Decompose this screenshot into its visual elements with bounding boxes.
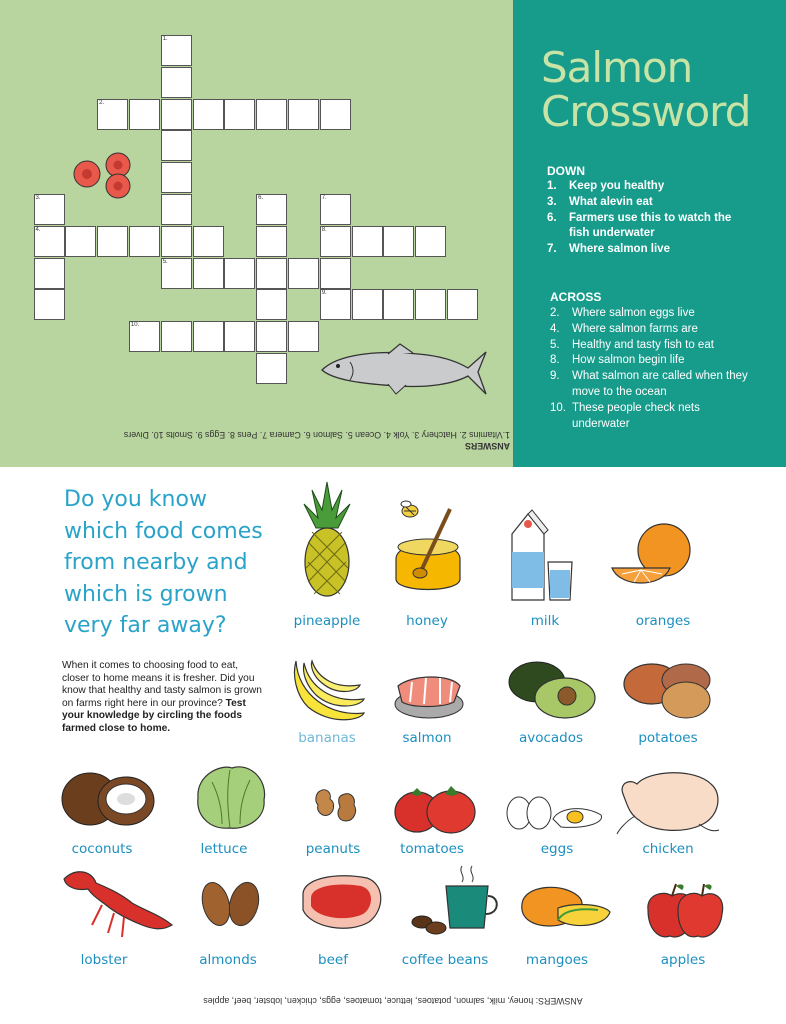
label-pineapple: pineapple xyxy=(293,613,361,629)
clue-text: These people check nets underwater xyxy=(572,401,700,430)
peanuts-icon[interactable] xyxy=(312,785,362,829)
label-oranges: oranges xyxy=(635,613,691,629)
label-milk: milk xyxy=(530,613,560,629)
question-line: very far away? xyxy=(64,613,227,638)
label-apples: apples xyxy=(660,952,706,968)
clue-item xyxy=(550,353,750,369)
label-coconuts: coconuts xyxy=(71,841,133,857)
crossword-cell[interactable] xyxy=(34,258,65,289)
oranges-icon[interactable] xyxy=(610,522,702,594)
clue-text: Where salmon farms are xyxy=(572,322,698,335)
clue-text: Where salmon eggs live xyxy=(572,307,695,319)
clue-number-label: 2. xyxy=(99,99,105,106)
clue-item xyxy=(547,195,747,211)
crossword-cell[interactable] xyxy=(193,321,224,352)
pineapple-icon[interactable] xyxy=(300,480,355,598)
clue-number: 1. xyxy=(547,180,557,192)
label-salmon: salmon xyxy=(402,730,452,746)
clue-number: 2. xyxy=(550,307,560,319)
clue-number: 10. xyxy=(550,401,566,414)
bananas-icon[interactable] xyxy=(290,655,368,725)
salmon-eggs-icon xyxy=(68,150,138,202)
clue-number: 8. xyxy=(550,354,560,367)
label-lettuce: lettuce xyxy=(200,841,248,857)
clue-number-label: 5. xyxy=(162,258,168,265)
apples-icon[interactable] xyxy=(642,880,724,940)
intro-instruction: Test your knowledge by circling the foods farmed close to home. xyxy=(62,697,246,734)
label-potatoes: potatoes xyxy=(638,730,698,746)
clue-text: What salmon are called when they move to the ocean xyxy=(572,370,748,398)
clue-item xyxy=(550,306,750,322)
clue-number-label: 9. xyxy=(321,290,327,297)
label-coffee-beans: coffee beans xyxy=(401,952,489,968)
clue-number-label: 6. xyxy=(258,195,264,201)
potatoes-icon[interactable] xyxy=(622,660,714,722)
crossword-cell[interactable] xyxy=(320,99,351,130)
quiz-question xyxy=(64,484,263,642)
down-heading: DOWN xyxy=(547,164,585,178)
crossword-cell[interactable] xyxy=(288,99,319,130)
crossword-cell[interactable] xyxy=(224,99,255,130)
label-avocados: avocados xyxy=(518,730,584,746)
answers-heading: ANSWERS xyxy=(465,441,510,451)
crossword-cell[interactable] xyxy=(161,226,192,257)
salmon-fillet-icon[interactable] xyxy=(392,672,466,722)
label-bananas: bananas xyxy=(298,730,356,746)
intro-text: When it comes to choosing food to eat, closer to home means it is fresher. Did you know that healthy and tasty salmon is grown on farms right here in our province? xyxy=(62,660,262,709)
question-line: which is grown xyxy=(64,581,228,607)
crossword-cell[interactable] xyxy=(97,226,128,257)
crossword-cell[interactable] xyxy=(383,226,414,257)
crossword-section xyxy=(0,0,786,467)
page-title: Salmon Crossword xyxy=(541,43,751,136)
crossword-cell[interactable] xyxy=(129,226,160,257)
label-almonds: almonds xyxy=(199,952,257,968)
clue-number: 9. xyxy=(550,370,560,383)
clue-item xyxy=(550,322,750,338)
crossword-cell[interactable] xyxy=(224,321,255,352)
avocados-icon[interactable] xyxy=(505,658,597,724)
crossword-cell[interactable] xyxy=(447,289,478,320)
crossword-cell[interactable] xyxy=(34,289,65,320)
clue-text: Where salmon live xyxy=(569,243,670,256)
label-chicken: chicken xyxy=(642,841,694,857)
down-clues xyxy=(547,179,747,258)
clue-number-label: 1. xyxy=(162,36,168,42)
crossword-cell[interactable] xyxy=(320,258,351,289)
clue-item xyxy=(547,179,747,195)
crossword-cell[interactable] xyxy=(288,321,319,352)
clue-number-label: 4. xyxy=(35,226,41,233)
question-line: which food comes xyxy=(64,518,263,544)
clue-number: 7. xyxy=(547,243,557,256)
crossword-answers xyxy=(40,429,510,451)
crossword-cell[interactable] xyxy=(256,353,287,384)
label-peanuts: peanuts xyxy=(305,841,361,857)
clue-item xyxy=(550,401,750,433)
honey-icon[interactable] xyxy=(390,497,468,597)
clue-text: What alevin eat xyxy=(569,195,653,208)
clue-text: Healthy and tasty fish to eat xyxy=(572,338,714,351)
beef-icon[interactable] xyxy=(297,870,385,934)
clue-text: Keep you healthy xyxy=(569,180,665,192)
label-mangoes: mangoes xyxy=(525,952,589,968)
coconuts-icon[interactable] xyxy=(60,765,156,829)
crossword-cell[interactable] xyxy=(224,258,255,289)
crossword-cell[interactable] xyxy=(161,99,192,130)
crossword-cell[interactable] xyxy=(193,99,224,130)
crossword-cell[interactable] xyxy=(161,321,192,352)
clue-number-label: 7. xyxy=(321,195,327,201)
clue-text: Farmers use this to watch the fish underwater xyxy=(569,211,732,240)
across-clues xyxy=(550,306,750,432)
crossword-cell[interactable] xyxy=(161,130,192,161)
label-tomatoes: tomatoes xyxy=(400,841,464,857)
tomatoes-icon[interactable] xyxy=(393,782,479,834)
clue-number: 6. xyxy=(547,211,557,224)
salmon-fish-icon xyxy=(318,340,490,400)
mangoes-icon[interactable] xyxy=(518,880,612,932)
label-honey: honey xyxy=(406,613,448,629)
crossword-cell[interactable] xyxy=(256,226,287,257)
milk-icon[interactable] xyxy=(508,508,578,604)
clue-number-label: 3. xyxy=(35,195,41,201)
almonds-icon[interactable] xyxy=(200,878,264,930)
quiz-intro xyxy=(62,660,262,735)
clue-number-label: 8. xyxy=(321,226,327,233)
clue-number: 3. xyxy=(547,195,557,208)
crossword-cell[interactable] xyxy=(352,289,383,320)
crossword-cell[interactable] xyxy=(352,226,383,257)
clue-item xyxy=(550,338,750,354)
question-line: Do you know xyxy=(64,487,207,512)
crossword-cell[interactable] xyxy=(383,289,414,320)
crossword-cell[interactable] xyxy=(161,67,192,98)
crossword-cell[interactable] xyxy=(256,99,287,130)
clues-panel xyxy=(513,0,786,467)
clue-item xyxy=(550,369,750,401)
eggs-icon[interactable] xyxy=(505,793,607,833)
crossword-cell[interactable] xyxy=(256,321,287,352)
label-eggs: eggs xyxy=(540,841,574,857)
lettuce-icon[interactable] xyxy=(192,762,270,832)
question-line: from nearby and xyxy=(64,550,248,575)
clue-text: How salmon begin life xyxy=(572,354,685,367)
crossword-cell[interactable] xyxy=(193,258,224,289)
quiz-answers: ANSWERS: honey, milk, salmon, potatoes, lettuce, tomatoes, eggs, chicken, lobster, beef, apples xyxy=(203,996,583,1006)
clue-number-label: 10. xyxy=(130,322,140,329)
crossword-cell[interactable] xyxy=(256,289,287,320)
coffee-icon[interactable] xyxy=(410,862,498,934)
crossword-cell[interactable] xyxy=(415,226,446,257)
crossword-cell[interactable] xyxy=(415,289,446,320)
across-heading: ACROSS xyxy=(550,290,602,304)
clue-item xyxy=(547,211,747,243)
crossword-cell[interactable] xyxy=(65,226,96,257)
answers-text: 1.Vitamins 2. Hatchery 3. Yolk 4. Ocean 5. Salmon 6. Camera 7. Pens 8. Eggs 9. Smolts 10. Divers xyxy=(123,430,510,440)
crossword-cell[interactable] xyxy=(129,99,160,130)
crossword-panel xyxy=(0,0,513,467)
label-lobster: lobster xyxy=(80,952,128,968)
lobster-icon[interactable] xyxy=(62,865,174,939)
crossword-cell[interactable] xyxy=(256,258,287,289)
crossword-cell[interactable] xyxy=(161,194,192,225)
clue-item xyxy=(547,242,747,258)
clue-number: 5. xyxy=(550,338,560,351)
chicken-icon[interactable] xyxy=(615,764,723,836)
crossword-cell[interactable] xyxy=(288,258,319,289)
label-beef: beef xyxy=(318,952,348,968)
crossword-cell[interactable] xyxy=(193,226,224,257)
crossword-cell[interactable] xyxy=(161,162,192,193)
clue-number: 4. xyxy=(550,322,560,335)
